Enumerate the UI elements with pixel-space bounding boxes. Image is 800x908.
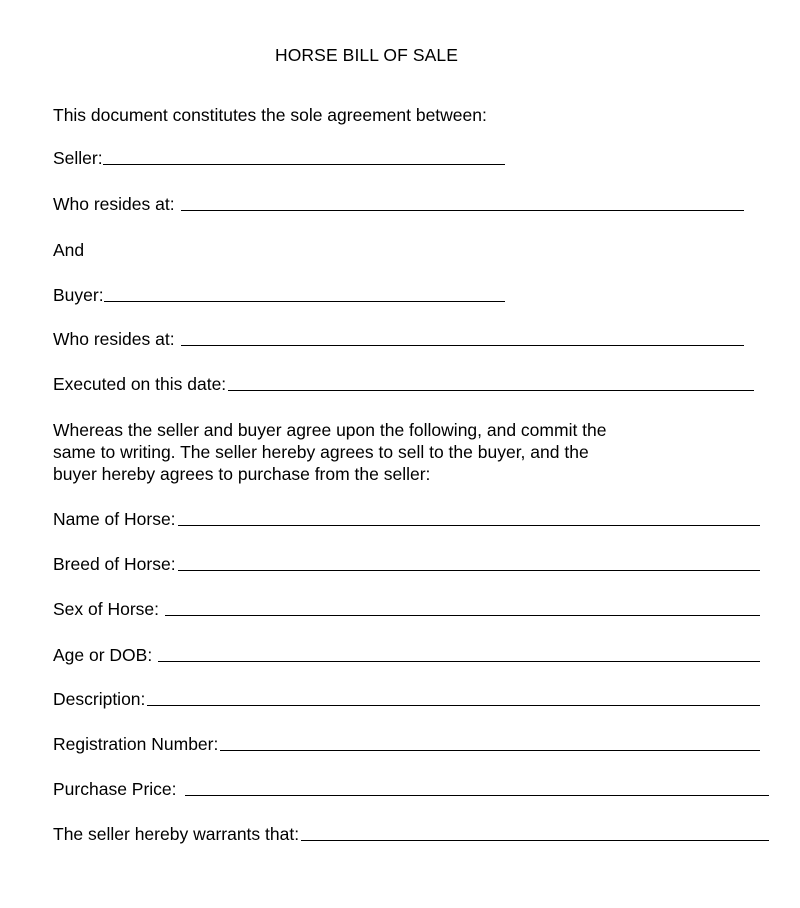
age-blank-line[interactable]	[158, 660, 760, 662]
price-blank-line[interactable]	[185, 794, 769, 796]
price-field	[53, 778, 769, 800]
buyer-address-field	[53, 328, 744, 350]
sex-label: Sex of Horse:	[53, 599, 160, 619]
horse-name-blank-line[interactable]	[178, 524, 760, 526]
age-label: Age or DOB:	[53, 645, 153, 665]
registration-blank-line[interactable]	[220, 749, 760, 751]
document-title: HORSE BILL OF SALE	[274, 45, 459, 65]
registration-field	[53, 733, 760, 755]
breed-blank-line[interactable]	[178, 569, 760, 571]
date-blank-line[interactable]	[228, 389, 754, 391]
buyer-blank-line[interactable]	[104, 300, 505, 302]
intro-text: This document constitutes the sole agreement between:	[53, 105, 487, 125]
seller-blank-line[interactable]	[103, 163, 505, 165]
horse-name-label: Name of Horse:	[53, 509, 176, 529]
sex-blank-line[interactable]	[165, 614, 760, 616]
age-field	[53, 644, 760, 666]
buyer-address-blank-line[interactable]	[181, 344, 744, 346]
price-label: Purchase Price:	[53, 779, 177, 799]
sex-field	[53, 598, 760, 620]
seller-label: Seller:	[53, 148, 103, 168]
buyer-label: Buyer:	[53, 285, 104, 305]
whereas-line: Whereas the seller and buyer agree upon the following, and commit the	[53, 420, 607, 440]
buyer-address-label: Who resides at:	[53, 329, 175, 349]
date-field	[53, 373, 754, 395]
seller-address-field	[53, 193, 744, 215]
warrants-field	[53, 823, 769, 845]
whereas-line: same to writing. The seller hereby agrees to sell to the buyer, and the	[53, 442, 589, 462]
seller-address-label: Who resides at:	[53, 194, 175, 214]
buyer-field	[53, 284, 505, 306]
warrants-label: The seller hereby warrants that:	[53, 824, 300, 844]
horse-name-field	[53, 508, 760, 530]
registration-label: Registration Number:	[53, 734, 219, 754]
description-field	[53, 688, 760, 710]
description-blank-line[interactable]	[147, 704, 760, 706]
breed-label: Breed of Horse:	[53, 554, 176, 574]
seller-field	[53, 147, 505, 169]
date-label: Executed on this date:	[53, 374, 227, 394]
whereas-line: buyer hereby agrees to purchase from the seller:	[53, 464, 431, 484]
seller-address-blank-line[interactable]	[181, 209, 744, 211]
breed-field	[53, 553, 760, 575]
and-text: And	[53, 240, 85, 260]
description-label: Description:	[53, 689, 146, 709]
whereas-paragraph	[53, 419, 693, 485]
warrants-blank-line[interactable]	[301, 839, 769, 841]
